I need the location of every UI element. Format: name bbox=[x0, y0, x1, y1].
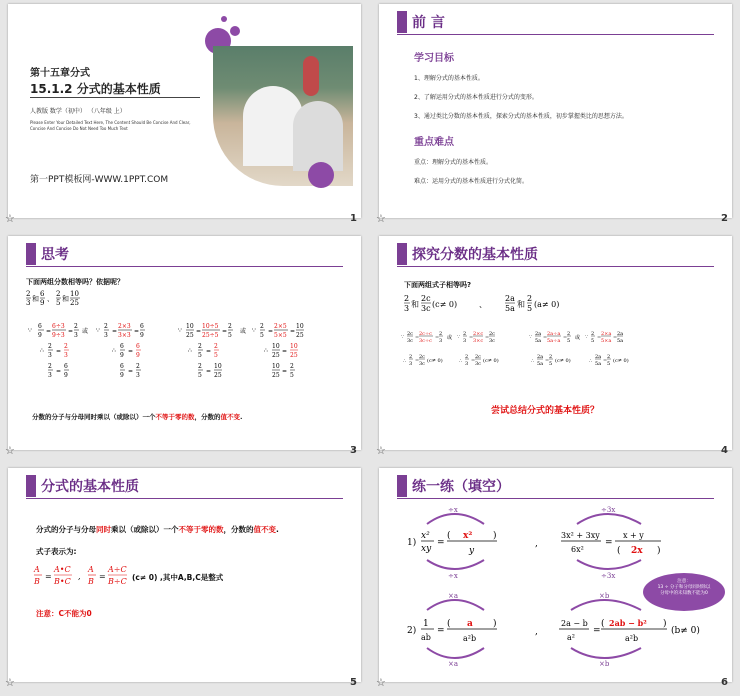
svg-text:∵: ∵ bbox=[529, 334, 533, 340]
svg-text:5a: 5a bbox=[595, 361, 602, 367]
svg-text:(: ( bbox=[617, 546, 621, 556]
slide-5[interactable] bbox=[8, 468, 361, 682]
svg-text:10: 10 bbox=[186, 323, 194, 330]
svg-text:9÷3: 9÷3 bbox=[52, 332, 65, 339]
svg-text:6÷3: 6÷3 bbox=[52, 323, 65, 330]
svg-text:25: 25 bbox=[186, 332, 194, 339]
svg-text:2a: 2a bbox=[617, 331, 624, 337]
decor-circle-small bbox=[230, 26, 240, 36]
svg-text:25: 25 bbox=[272, 372, 280, 379]
svg-text:x + y: x + y bbox=[623, 531, 644, 540]
svg-text:∵: ∵ bbox=[585, 334, 589, 340]
svg-text:=: = bbox=[437, 626, 445, 636]
key-item: 难点：运用分式的基本性质进行分式化简。 bbox=[414, 178, 529, 185]
english-placeholder: Please Enter Your Detailed Text Here, The Content Should Be Concise And Clear, Concise And Concise Do Not Need Too Much Text bbox=[30, 120, 191, 131]
svg-text:5: 5 bbox=[567, 338, 571, 344]
svg-text:3×3: 3×3 bbox=[118, 332, 131, 339]
svg-text:=: = bbox=[128, 348, 134, 355]
svg-text:(c≠ 0): (c≠ 0) bbox=[613, 358, 629, 364]
svg-text:10: 10 bbox=[290, 343, 298, 350]
slide-1[interactable] bbox=[8, 4, 361, 218]
svg-text:3: 3 bbox=[136, 372, 140, 379]
svg-text:25: 25 bbox=[296, 332, 304, 339]
svg-text:3x² + 3xy: 3x² + 3xy bbox=[561, 531, 600, 540]
svg-text:∴: ∴ bbox=[589, 358, 593, 364]
svg-text:和: 和 bbox=[517, 300, 525, 309]
svg-text:,: , bbox=[78, 572, 81, 581]
svg-text:2: 2 bbox=[64, 343, 68, 350]
svg-text:5: 5 bbox=[527, 304, 533, 313]
slide-4-footer bbox=[376, 443, 732, 461]
svg-text:2a: 2a bbox=[595, 354, 602, 360]
svg-text:25: 25 bbox=[70, 299, 79, 307]
svg-text:5a: 5a bbox=[617, 338, 624, 344]
note: 注意：C不能为0 bbox=[36, 609, 92, 618]
svg-text:2: 2 bbox=[26, 290, 31, 298]
svg-text:): ) bbox=[493, 619, 497, 629]
svg-text:=: = bbox=[563, 335, 568, 341]
svg-text:2): 2) bbox=[407, 626, 417, 636]
svg-text:2×c: 2×c bbox=[473, 331, 484, 337]
svg-text:B: B bbox=[88, 577, 94, 586]
header-rule bbox=[26, 266, 343, 267]
svg-text:5: 5 bbox=[214, 352, 218, 359]
summary: 分数的分子与分母同时乘以（或除以）一个不等于零的数，分数的值不变. bbox=[32, 413, 243, 421]
svg-text:3: 3 bbox=[74, 332, 78, 339]
svg-text:÷x: ÷x bbox=[448, 572, 458, 580]
edition-meta: 人教版 数学（初中） （八年级 上） bbox=[30, 108, 126, 115]
svg-text:x²: x² bbox=[421, 531, 430, 541]
svg-text:xy: xy bbox=[421, 544, 432, 554]
question: 下面两组分数相等吗？依据呢？ bbox=[26, 278, 124, 286]
svg-text:3: 3 bbox=[64, 352, 68, 359]
svg-text:=: = bbox=[196, 328, 202, 335]
svg-text:=: = bbox=[68, 328, 74, 335]
svg-text:或: 或 bbox=[447, 335, 453, 341]
svg-text:9: 9 bbox=[38, 332, 42, 339]
svg-text:2: 2 bbox=[74, 323, 78, 330]
embed-icon: ☆ bbox=[5, 676, 15, 689]
header-bar bbox=[397, 475, 407, 497]
svg-text:或: 或 bbox=[575, 335, 581, 341]
slide-header: 前 言 bbox=[412, 15, 445, 31]
slide-number: 2 bbox=[721, 213, 728, 224]
svg-text:25: 25 bbox=[272, 352, 280, 359]
key-item: 重点：理解分式的基本性质。 bbox=[414, 159, 493, 166]
svg-text:a²b: a²b bbox=[463, 634, 477, 643]
svg-text:5: 5 bbox=[228, 332, 232, 339]
svg-text:=: = bbox=[56, 348, 62, 355]
slide-number: 3 bbox=[350, 445, 357, 456]
svg-text:6: 6 bbox=[64, 363, 68, 370]
svg-text:5a: 5a bbox=[535, 338, 542, 344]
embed-icon: ☆ bbox=[5, 444, 15, 457]
edit-badge bbox=[308, 162, 334, 188]
svg-text:2a÷a: 2a÷a bbox=[547, 331, 561, 337]
slide-header: 思考 bbox=[41, 247, 69, 263]
svg-text:和: 和 bbox=[411, 300, 419, 309]
svg-text:5: 5 bbox=[198, 352, 202, 359]
slide-4[interactable] bbox=[379, 236, 732, 450]
svg-text:): ) bbox=[657, 546, 661, 556]
svg-text:2×5: 2×5 bbox=[274, 323, 287, 330]
svg-text:=: = bbox=[469, 335, 474, 341]
embed-icon: ☆ bbox=[376, 444, 386, 457]
svg-text:2c: 2c bbox=[419, 354, 425, 360]
svg-text:6: 6 bbox=[140, 323, 144, 330]
slide-number: 5 bbox=[350, 677, 357, 688]
header-bar bbox=[397, 11, 407, 33]
svg-text:2: 2 bbox=[591, 331, 595, 337]
svg-text:÷x: ÷x bbox=[448, 506, 458, 514]
svg-text:25: 25 bbox=[214, 372, 222, 379]
svg-text:(c≠ 0): (c≠ 0) bbox=[427, 358, 443, 364]
svg-text:2: 2 bbox=[48, 343, 52, 350]
svg-text:B÷C: B÷C bbox=[108, 577, 127, 586]
svg-text:a²: a² bbox=[567, 633, 575, 642]
svg-text:a: a bbox=[467, 619, 473, 629]
svg-text:(c≠ 0): (c≠ 0) bbox=[432, 300, 458, 309]
svg-text:∴: ∴ bbox=[40, 347, 44, 354]
svg-text:=: = bbox=[415, 335, 420, 341]
svg-text:B: B bbox=[34, 577, 40, 586]
svg-text:5: 5 bbox=[549, 361, 553, 367]
svg-text:∴: ∴ bbox=[403, 358, 407, 364]
svg-text:6: 6 bbox=[38, 323, 42, 330]
svg-text:=: = bbox=[99, 572, 106, 581]
svg-text:=: = bbox=[597, 335, 602, 341]
svg-text:=: = bbox=[471, 358, 476, 364]
svg-text:,: , bbox=[535, 539, 538, 549]
svg-text:=: = bbox=[415, 358, 420, 364]
svg-text:2: 2 bbox=[136, 363, 140, 370]
slide-header: 练一练（填空） bbox=[412, 479, 510, 495]
header-bar bbox=[26, 475, 36, 497]
svg-text:(: ( bbox=[447, 531, 451, 541]
svg-text:或: 或 bbox=[82, 328, 89, 335]
svg-text:(c≠ 0): (c≠ 0) bbox=[555, 358, 571, 364]
svg-text:=: = bbox=[134, 328, 140, 335]
chapter-label: 第十五章分式 bbox=[30, 68, 90, 79]
svg-text:=: = bbox=[613, 335, 618, 341]
svg-text:2a: 2a bbox=[505, 294, 515, 303]
svg-text:2: 2 bbox=[567, 331, 571, 337]
svg-text:=: = bbox=[282, 368, 288, 375]
svg-text:(c≠ 0): (c≠ 0) bbox=[483, 358, 499, 364]
svg-text:∴: ∴ bbox=[264, 347, 268, 354]
svg-text:或: 或 bbox=[240, 328, 247, 335]
svg-text:3: 3 bbox=[439, 338, 443, 344]
svg-text:∵: ∵ bbox=[401, 334, 405, 340]
svg-text:3c: 3c bbox=[419, 361, 425, 367]
svg-text:3c÷c: 3c÷c bbox=[419, 338, 432, 344]
svg-text:3c: 3c bbox=[421, 304, 431, 313]
svg-text:2: 2 bbox=[228, 323, 232, 330]
svg-text:(: ( bbox=[447, 619, 451, 629]
svg-text:10: 10 bbox=[214, 363, 222, 370]
goal-item: 2、了解运用分式的基本性质进行分式的变形。 bbox=[414, 94, 538, 101]
svg-text:A: A bbox=[88, 565, 94, 574]
svg-text:=: = bbox=[290, 328, 296, 335]
svg-text:3: 3 bbox=[48, 372, 52, 379]
svg-text:3: 3 bbox=[404, 304, 410, 313]
svg-text:25: 25 bbox=[290, 352, 298, 359]
svg-text:2a: 2a bbox=[537, 354, 544, 360]
svg-text:=: = bbox=[112, 328, 118, 335]
slide-title: 15.1.2 分式的基本性质 bbox=[30, 82, 161, 96]
slide-2-footer bbox=[376, 211, 732, 229]
svg-text:2: 2 bbox=[104, 323, 108, 330]
svg-text:=: = bbox=[206, 348, 212, 355]
svg-text:=: = bbox=[46, 328, 52, 335]
svg-text:2: 2 bbox=[48, 363, 52, 370]
svg-text:5: 5 bbox=[290, 372, 294, 379]
svg-text:5×5: 5×5 bbox=[274, 332, 287, 339]
svg-text:(a≠ 0): (a≠ 0) bbox=[534, 300, 560, 309]
svg-text:2: 2 bbox=[549, 354, 553, 360]
svg-text:3c: 3c bbox=[407, 338, 413, 344]
svg-text:2: 2 bbox=[404, 294, 410, 303]
svg-text:10: 10 bbox=[296, 323, 304, 330]
svg-text:2c: 2c bbox=[407, 331, 413, 337]
header-rule bbox=[26, 498, 343, 499]
svg-text:3: 3 bbox=[463, 338, 467, 344]
formula-label: 式子表示为: bbox=[36, 547, 77, 556]
svg-text:5a: 5a bbox=[505, 304, 515, 313]
header-bar bbox=[26, 243, 36, 265]
svg-text:×b: ×b bbox=[599, 592, 610, 600]
svg-text:÷3x: ÷3x bbox=[601, 506, 616, 514]
svg-text:2c: 2c bbox=[489, 331, 495, 337]
title-underline bbox=[30, 97, 200, 98]
svg-text:3: 3 bbox=[26, 299, 31, 307]
svg-text:1): 1) bbox=[407, 538, 417, 548]
svg-text:∵: ∵ bbox=[178, 327, 182, 334]
svg-text:=: = bbox=[603, 358, 608, 364]
svg-text:5: 5 bbox=[198, 372, 202, 379]
svg-text:9: 9 bbox=[136, 352, 140, 359]
header-rule bbox=[397, 498, 714, 499]
svg-text:5: 5 bbox=[56, 299, 61, 307]
svg-text:=: = bbox=[206, 368, 212, 375]
svg-text:2×a: 2×a bbox=[601, 331, 612, 337]
svg-text:=: = bbox=[545, 358, 550, 364]
svg-text:2: 2 bbox=[439, 331, 443, 337]
header-rule bbox=[397, 34, 714, 35]
svg-text:=: = bbox=[437, 538, 445, 548]
svg-text:2c÷c: 2c÷c bbox=[419, 331, 432, 337]
svg-text:=: = bbox=[128, 368, 134, 375]
goals-heading: 学习目标 bbox=[414, 53, 454, 64]
embed-icon: ☆ bbox=[5, 212, 15, 225]
svg-text:2a − b: 2a − b bbox=[561, 619, 588, 628]
svg-text:9: 9 bbox=[64, 372, 68, 379]
slide-3-footer bbox=[5, 443, 361, 461]
svg-text:3: 3 bbox=[104, 332, 108, 339]
svg-text:2: 2 bbox=[260, 323, 264, 330]
svg-text:3c: 3c bbox=[489, 338, 495, 344]
svg-text:×a: ×a bbox=[448, 660, 459, 668]
svg-text:,: , bbox=[535, 627, 538, 637]
svg-text:A: A bbox=[34, 565, 40, 574]
slide-2[interactable] bbox=[379, 4, 732, 218]
svg-text:10: 10 bbox=[70, 290, 79, 298]
decor-circle-tiny bbox=[221, 16, 227, 22]
svg-text:2c: 2c bbox=[475, 354, 481, 360]
svg-text:=: = bbox=[605, 538, 613, 548]
svg-text:∵: ∵ bbox=[96, 327, 100, 334]
svg-text:9: 9 bbox=[120, 352, 124, 359]
slide-6-footer bbox=[376, 675, 732, 693]
prompt-try: 尝试总结分式的基本性质？ bbox=[491, 406, 600, 416]
svg-text:2: 2 bbox=[527, 294, 533, 303]
svg-text:10÷5: 10÷5 bbox=[202, 323, 219, 330]
slide-number: 1 bbox=[350, 213, 357, 224]
svg-text:A•C: A•C bbox=[54, 565, 71, 574]
svg-text:=: = bbox=[222, 328, 228, 335]
svg-text:10: 10 bbox=[272, 343, 280, 350]
svg-text:=: = bbox=[282, 348, 288, 355]
svg-text:9: 9 bbox=[40, 299, 45, 307]
classroom-photo bbox=[213, 46, 353, 186]
svg-text:2: 2 bbox=[607, 354, 611, 360]
svg-text:2: 2 bbox=[214, 343, 218, 350]
svg-text:∵: ∵ bbox=[28, 327, 32, 334]
slide-header: 探究分数的基本性质 bbox=[412, 247, 538, 263]
svg-text:9: 9 bbox=[120, 372, 124, 379]
svg-text:2: 2 bbox=[409, 354, 413, 360]
slide-1-footer bbox=[5, 211, 361, 229]
slide-5-footer bbox=[5, 675, 361, 693]
svg-text:∴: ∴ bbox=[188, 347, 192, 354]
svg-text:、: 、 bbox=[47, 295, 54, 303]
svg-text:=: = bbox=[543, 335, 548, 341]
svg-text:): ) bbox=[493, 531, 497, 541]
svg-text:∴: ∴ bbox=[112, 347, 116, 354]
svg-text:5: 5 bbox=[591, 338, 595, 344]
svg-text:2: 2 bbox=[56, 290, 61, 298]
keys-heading: 重点难点 bbox=[414, 137, 454, 148]
svg-text:10: 10 bbox=[272, 363, 280, 370]
slide-number: 6 bbox=[721, 677, 728, 688]
svg-text:6: 6 bbox=[120, 363, 124, 370]
svg-text:x²: x² bbox=[463, 531, 473, 541]
svg-text:(b≠ 0): (b≠ 0) bbox=[671, 626, 700, 636]
svg-text:∴: ∴ bbox=[531, 358, 535, 364]
svg-text:(: ( bbox=[601, 619, 605, 629]
svg-text:×a: ×a bbox=[448, 592, 459, 600]
svg-text:∴: ∴ bbox=[459, 358, 463, 364]
note-bubble: 注意： 13 ÷ 分子和分母同时除以 分母中的未知数不能为0 bbox=[643, 573, 725, 611]
slide-6[interactable] bbox=[379, 468, 732, 682]
svg-text:6: 6 bbox=[136, 343, 140, 350]
svg-text:): ) bbox=[663, 619, 667, 629]
svg-text:5a÷a: 5a÷a bbox=[547, 338, 561, 344]
svg-text:a²b: a²b bbox=[625, 634, 639, 643]
embed-icon: ☆ bbox=[376, 676, 386, 689]
svg-text:6: 6 bbox=[120, 343, 124, 350]
svg-text:2: 2 bbox=[290, 363, 294, 370]
svg-text:=: = bbox=[268, 328, 274, 335]
svg-text:、: 、 bbox=[479, 300, 487, 309]
slide-header: 分式的基本性质 bbox=[41, 479, 139, 495]
header-bar bbox=[397, 243, 407, 265]
svg-text:=: = bbox=[485, 335, 490, 341]
svg-text:和: 和 bbox=[62, 295, 69, 303]
svg-text:ab: ab bbox=[421, 633, 431, 642]
svg-text:∵: ∵ bbox=[457, 334, 461, 340]
goal-item: 1、理解分式的基本性质。 bbox=[414, 75, 484, 82]
goal-item: 3、通过类比分数的基本性质，探索分式的基本性质，初步掌握类比的思想方法。 bbox=[414, 113, 628, 120]
svg-text:3c: 3c bbox=[475, 361, 481, 367]
svg-text:25÷5: 25÷5 bbox=[202, 332, 219, 339]
svg-text:A÷C: A÷C bbox=[108, 565, 127, 574]
svg-text:3×c: 3×c bbox=[473, 338, 484, 344]
svg-text:=: = bbox=[56, 368, 62, 375]
svg-text:=: = bbox=[593, 626, 601, 636]
svg-text:2×3: 2×3 bbox=[118, 323, 131, 330]
formula-tail: (c≠ 0) ,其中A,B,C是整式 bbox=[132, 573, 224, 582]
svg-text:和: 和 bbox=[32, 295, 39, 303]
svg-text:3: 3 bbox=[409, 361, 413, 367]
svg-text:3: 3 bbox=[48, 352, 52, 359]
slide-3[interactable] bbox=[8, 236, 361, 450]
svg-text:=: = bbox=[435, 335, 440, 341]
svg-text:×b: ×b bbox=[599, 660, 610, 668]
svg-text:6x²: 6x² bbox=[571, 545, 584, 554]
svg-text:2: 2 bbox=[465, 354, 469, 360]
svg-text:2: 2 bbox=[198, 363, 202, 370]
svg-text:y: y bbox=[469, 546, 475, 556]
svg-text:∵: ∵ bbox=[252, 327, 256, 334]
svg-text:2ab − b²: 2ab − b² bbox=[609, 618, 647, 628]
svg-text:5: 5 bbox=[260, 332, 264, 339]
svg-text:5a: 5a bbox=[537, 361, 544, 367]
rule-text: 分式的分子与分母同时乘以（或除以）一个不等于零的数，分数的值不变. bbox=[36, 525, 279, 534]
embed-icon: ☆ bbox=[376, 212, 386, 225]
fraction-work bbox=[8, 288, 361, 408]
svg-text:B•C: B•C bbox=[54, 577, 71, 586]
svg-text:÷3x: ÷3x bbox=[601, 572, 616, 580]
site-watermark: 第一PPT模板网-WWW.1PPT.COM bbox=[30, 175, 169, 185]
slide-number: 4 bbox=[721, 445, 728, 456]
svg-text:6: 6 bbox=[40, 290, 45, 298]
svg-text:2a: 2a bbox=[535, 331, 542, 337]
svg-text:3: 3 bbox=[465, 361, 469, 367]
svg-text:2: 2 bbox=[198, 343, 202, 350]
svg-text:2x: 2x bbox=[631, 546, 643, 556]
svg-text:1: 1 bbox=[423, 619, 429, 629]
svg-text:=: = bbox=[45, 572, 52, 581]
svg-text:5: 5 bbox=[607, 361, 611, 367]
svg-text:2c: 2c bbox=[421, 294, 431, 303]
header-rule bbox=[397, 266, 714, 267]
svg-text:5×a: 5×a bbox=[601, 338, 612, 344]
svg-text:2: 2 bbox=[463, 331, 467, 337]
svg-text:9: 9 bbox=[140, 332, 144, 339]
question: 下面两组式子相等吗? bbox=[404, 281, 472, 289]
